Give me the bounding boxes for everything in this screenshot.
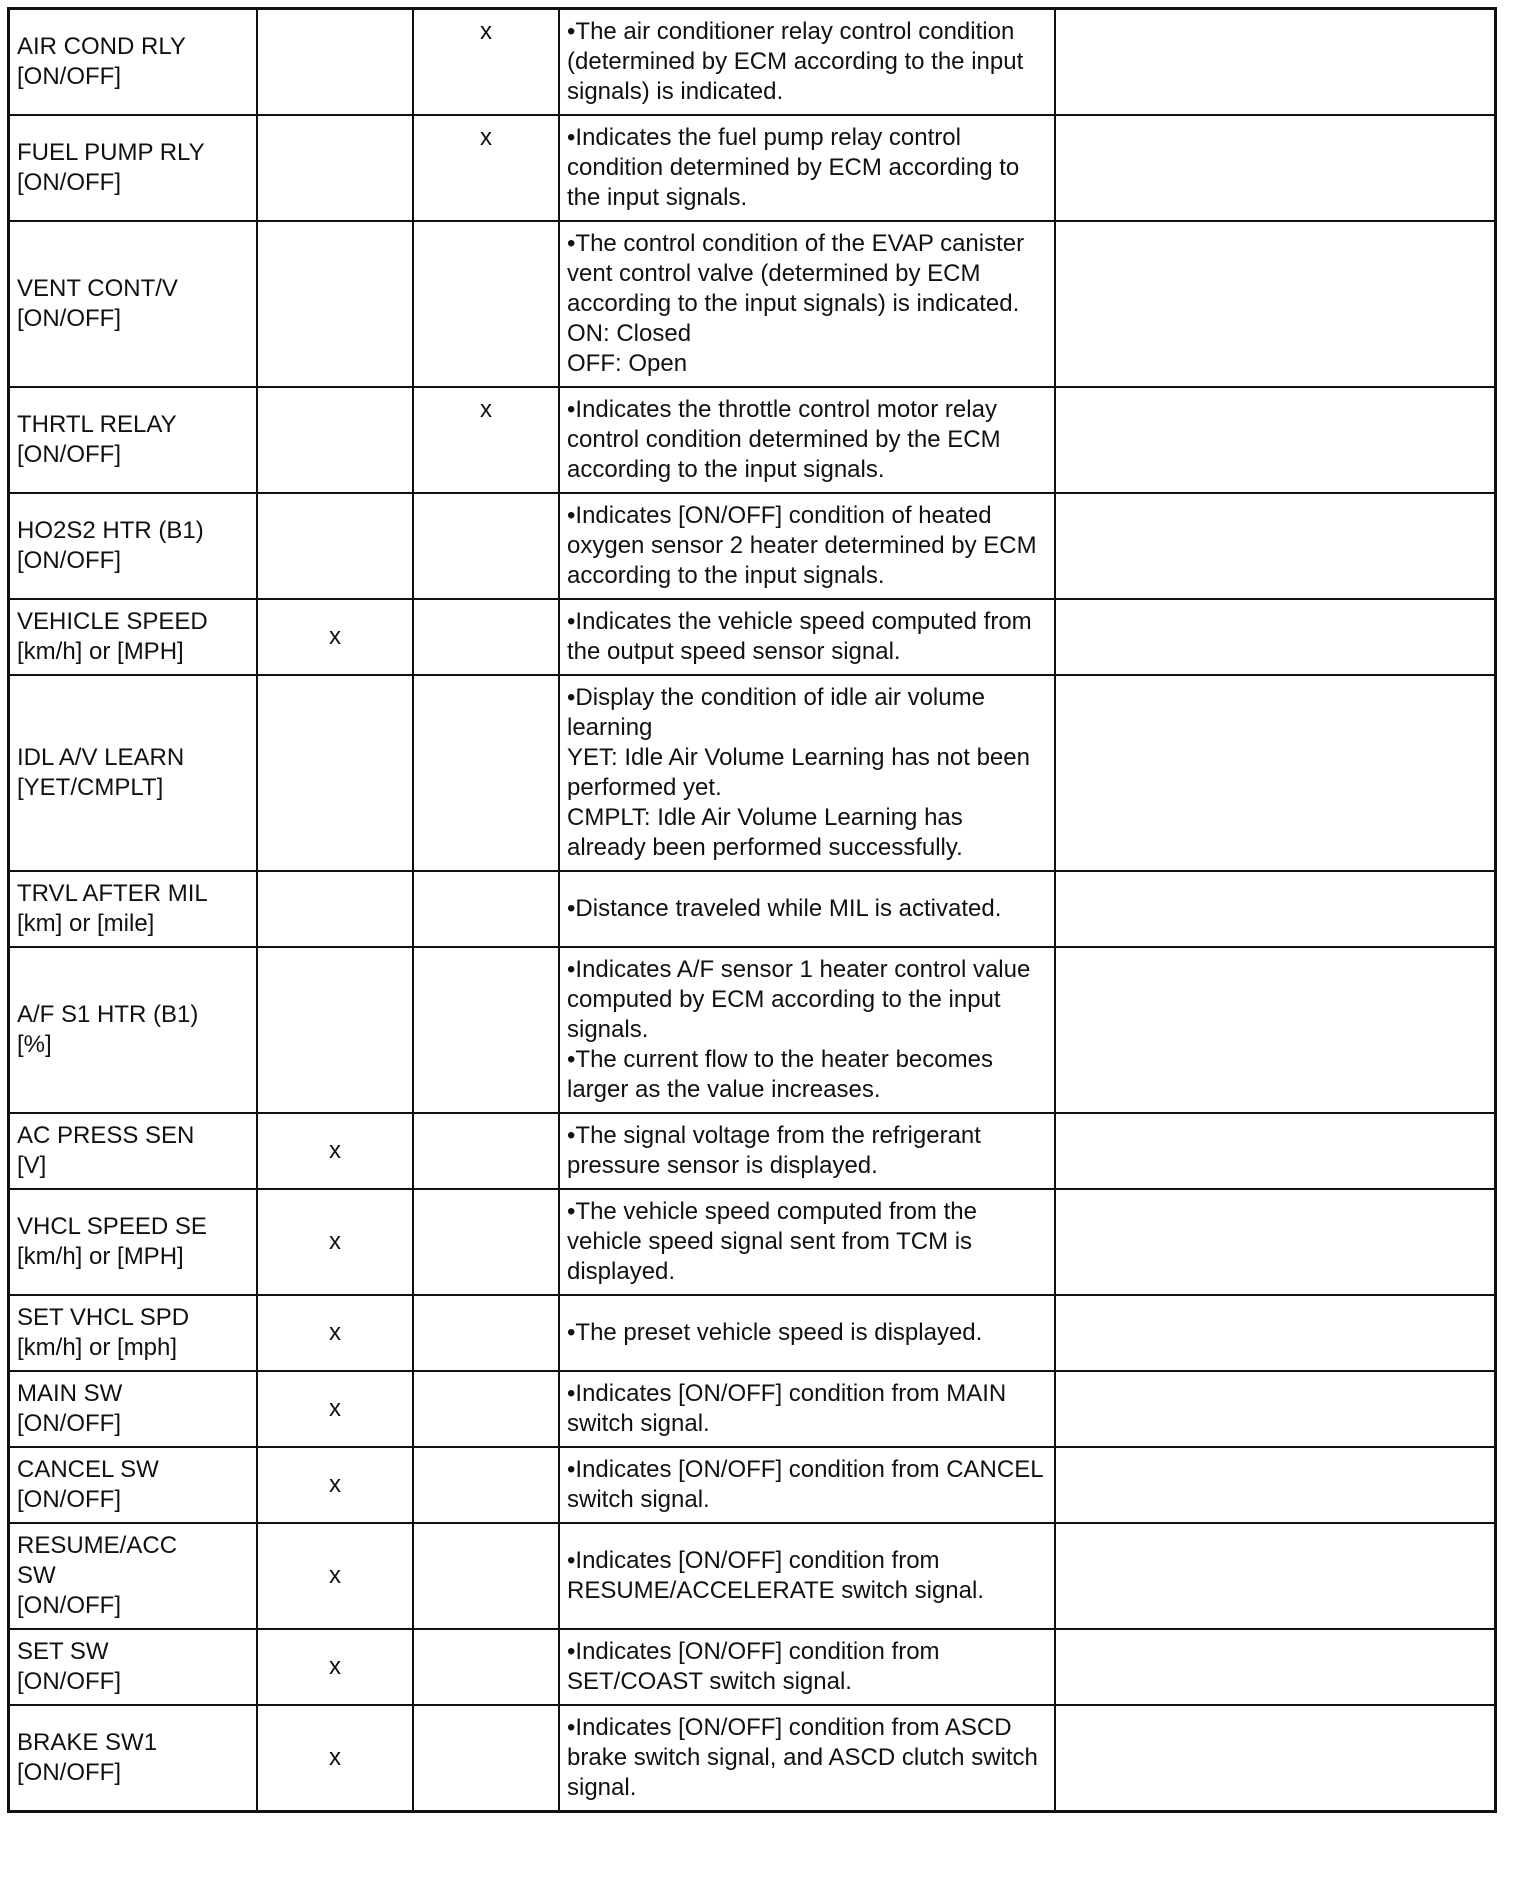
item-label: [V] (17, 1152, 47, 1179)
mark-cell-1 (257, 675, 413, 871)
item-label: VENT CONT/V (17, 275, 178, 302)
table-row (9, 599, 1496, 675)
mark-cell-2 (413, 493, 559, 599)
description-text: •Display the condition of idle air volume learning (567, 684, 992, 741)
mark-cell-1 (257, 221, 413, 387)
item-cell (9, 1371, 258, 1447)
item-cell (9, 1629, 258, 1705)
description-text: •Indicates the vehicle speed computed from the output speed sensor signal. (567, 608, 1039, 665)
table-row (9, 1705, 1496, 1812)
item-cell (9, 387, 258, 493)
blank-cell (1055, 871, 1496, 947)
mark-cell-2 (413, 1295, 559, 1371)
table-row (9, 871, 1496, 947)
mark-cell-1: x (257, 599, 413, 675)
item-cell (9, 1295, 258, 1371)
mark-cell-1: x (257, 1371, 413, 1447)
mark-cell-2: x (413, 387, 559, 493)
mark-cell-1: x (257, 1523, 413, 1629)
description-text: CMPLT: Idle Air Volume Learning has already been performed successfully. (567, 804, 970, 861)
description-text: •Indicates [ON/OFF] condition from RESUME/ACCELERATE switch signal. (567, 1547, 984, 1604)
mark-cell-1: x (257, 1113, 413, 1189)
item-label: [ON/OFF] (17, 1486, 121, 1513)
blank-cell (1055, 675, 1496, 871)
description-text: •Indicates [ON/OFF] condition from ASCD brake switch signal, and ASCD clutch switch signal. (567, 1714, 1045, 1801)
table-row (9, 387, 1496, 493)
description-text: •Indicates [ON/OFF] condition from SET/COAST switch signal. (567, 1638, 947, 1695)
description-text: ON: Closed (567, 320, 692, 347)
item-label: SW (17, 1562, 56, 1589)
blank-cell (1055, 599, 1496, 675)
description-text: •Indicates A/F sensor 1 heater control value computed by ECM according to the input signals. (567, 956, 1037, 1043)
mark-cell-1: x (257, 1189, 413, 1295)
mark-cell-2 (413, 1523, 559, 1629)
mark-cell-1 (257, 871, 413, 947)
item-cell (9, 9, 258, 116)
description-cell (559, 115, 1055, 221)
item-label: SET SW (17, 1638, 109, 1665)
description-text: OFF: Open (567, 350, 688, 377)
item-cell (9, 1705, 258, 1812)
description-cell (559, 1705, 1055, 1812)
blank-cell (1055, 1523, 1496, 1629)
description-text: •Distance traveled while MIL is activated. (567, 895, 1002, 922)
item-cell (9, 1189, 258, 1295)
table-row (9, 675, 1496, 871)
description-cell (559, 871, 1055, 947)
blank-cell (1055, 1629, 1496, 1705)
description-cell (559, 1295, 1055, 1371)
mark-cell-2 (413, 947, 559, 1113)
description-text: •The signal voltage from the refrigerant pressure sensor is displayed. (567, 1122, 988, 1179)
description-cell (559, 9, 1055, 116)
table-row (9, 493, 1496, 599)
mark-cell-1 (257, 947, 413, 1113)
blank-cell (1055, 221, 1496, 387)
item-label: FUEL PUMP RLY (17, 139, 205, 166)
item-cell (9, 947, 258, 1113)
table-row (9, 1447, 1496, 1523)
blank-cell (1055, 1113, 1496, 1189)
blank-cell (1055, 1295, 1496, 1371)
mark-cell-2 (413, 1371, 559, 1447)
description-text: •Indicates [ON/OFF] condition from MAIN switch signal. (567, 1380, 1013, 1437)
description-cell (559, 1113, 1055, 1189)
item-cell (9, 675, 258, 871)
description-cell (559, 599, 1055, 675)
item-label: VEHICLE SPEED (17, 608, 208, 635)
description-text: YET: Idle Air Volume Learning has not been performed yet. (567, 744, 1037, 801)
mark-cell-1: x (257, 1447, 413, 1523)
description-text: •Indicates the throttle control motor relay control condition determined by the ECM according to the input signals. (567, 396, 1008, 483)
mark-cell-1: x (257, 1295, 413, 1371)
blank-cell (1055, 1447, 1496, 1523)
description-text: •The vehicle speed computed from the vehicle speed signal sent from TCM is displayed. (567, 1198, 984, 1285)
item-label: RESUME/ACC (17, 1532, 178, 1559)
item-label: BRAKE SW1 (17, 1729, 158, 1756)
data-monitor-table (7, 7, 1497, 1813)
description-text: •Indicates the fuel pump relay control condition determined by ECM according to the input signals. (567, 124, 1026, 211)
item-label: THRTL RELAY (17, 411, 177, 438)
mark-cell-2 (413, 1189, 559, 1295)
blank-cell (1055, 493, 1496, 599)
item-cell (9, 599, 258, 675)
item-label: AC PRESS SEN (17, 1122, 195, 1149)
description-cell (559, 1629, 1055, 1705)
table-row (9, 1371, 1496, 1447)
item-label: SET VHCL SPD (17, 1304, 190, 1331)
item-label: [ON/OFF] (17, 169, 121, 196)
item-cell (9, 1447, 258, 1523)
table-row (9, 1113, 1496, 1189)
mark-cell-2 (413, 675, 559, 871)
mark-cell-2 (413, 1447, 559, 1523)
item-label: [ON/OFF] (17, 1668, 121, 1695)
item-label: [ON/OFF] (17, 1410, 121, 1437)
item-label: [km/h] or [MPH] (17, 1243, 184, 1270)
mark-cell-2: x (413, 9, 559, 116)
item-cell (9, 871, 258, 947)
item-label: [ON/OFF] (17, 305, 121, 332)
mark-cell-1: x (257, 1629, 413, 1705)
mark-cell-1 (257, 115, 413, 221)
blank-cell (1055, 387, 1496, 493)
description-cell (559, 675, 1055, 871)
description-cell (559, 1189, 1055, 1295)
table-row (9, 1189, 1496, 1295)
item-label: CANCEL SW (17, 1456, 159, 1483)
mark-cell-2 (413, 871, 559, 947)
mark-cell-1 (257, 493, 413, 599)
description-cell (559, 493, 1055, 599)
table-row (9, 115, 1496, 221)
item-cell (9, 1523, 258, 1629)
blank-cell (1055, 1705, 1496, 1812)
mark-cell-1 (257, 387, 413, 493)
item-label: MAIN SW (17, 1380, 123, 1407)
item-label: [YET/CMPLT] (17, 774, 164, 801)
item-label: [km] or [mile] (17, 910, 155, 937)
description-text: •The preset vehicle speed is displayed. (567, 1319, 983, 1346)
description-cell (559, 387, 1055, 493)
item-cell (9, 493, 258, 599)
item-label: [km/h] or [MPH] (17, 638, 184, 665)
item-cell (9, 221, 258, 387)
item-label: TRVL AFTER MIL (17, 880, 208, 907)
item-label: [ON/OFF] (17, 1759, 121, 1786)
item-label: [ON/OFF] (17, 547, 121, 574)
table-body (9, 9, 1496, 1812)
mark-cell-2 (413, 1705, 559, 1812)
table-row (9, 1523, 1496, 1629)
item-cell (9, 115, 258, 221)
item-label: [ON/OFF] (17, 441, 121, 468)
mark-cell-1: x (257, 1705, 413, 1812)
table-row (9, 9, 1496, 116)
item-cell (9, 1113, 258, 1189)
mark-cell-2: x (413, 115, 559, 221)
description-text: •The air conditioner relay control condition (determined by ECM according to the input signals) is indicated. (567, 18, 1030, 105)
description-cell (559, 1371, 1055, 1447)
table-row (9, 221, 1496, 387)
table-row (9, 1629, 1496, 1705)
description-cell (559, 1523, 1055, 1629)
mark-cell-2 (413, 221, 559, 387)
blank-cell (1055, 9, 1496, 116)
table-row (9, 947, 1496, 1113)
mark-cell-2 (413, 599, 559, 675)
description-text: •The current flow to the heater becomes larger as the value increases. (567, 1046, 1000, 1103)
blank-cell (1055, 1189, 1496, 1295)
table-row (9, 1295, 1496, 1371)
description-text: •Indicates [ON/OFF] condition of heated oxygen sensor 2 heater determined by ECM according to the input signals. (567, 502, 1044, 589)
item-label: VHCL SPEED SE (17, 1213, 207, 1240)
description-text: •The control condition of the EVAP canister vent control valve (determined by ECM according to the input signals) is indicated. (567, 230, 1031, 317)
description-cell (559, 1447, 1055, 1523)
description-text: •Indicates [ON/OFF] condition from CANCEL switch signal. (567, 1456, 1050, 1513)
item-label: HO2S2 HTR (B1) (17, 517, 204, 544)
mark-cell-1 (257, 9, 413, 116)
item-label: [km/h] or [mph] (17, 1334, 178, 1361)
item-label: [ON/OFF] (17, 1592, 121, 1619)
blank-cell (1055, 947, 1496, 1113)
description-cell (559, 947, 1055, 1113)
mark-cell-2 (413, 1629, 559, 1705)
description-cell (559, 221, 1055, 387)
item-label: A/F S1 HTR (B1) (17, 1001, 199, 1028)
item-label: AIR COND RLY (17, 33, 186, 60)
mark-cell-2 (413, 1113, 559, 1189)
blank-cell (1055, 1371, 1496, 1447)
item-label: [%] (17, 1031, 52, 1058)
item-label: [ON/OFF] (17, 63, 121, 90)
item-label: IDL A/V LEARN (17, 744, 185, 771)
blank-cell (1055, 115, 1496, 221)
